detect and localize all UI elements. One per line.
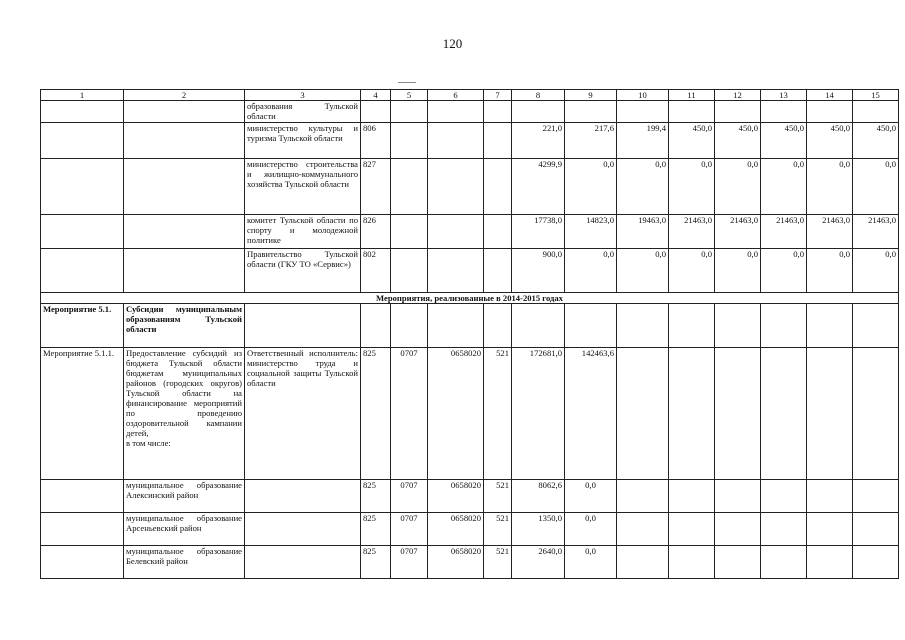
- measure-title: Субсидии муниципальным образованиям Тульской области: [124, 304, 245, 348]
- value-cell: 0,0: [853, 249, 899, 293]
- value-cell: 0,0: [807, 159, 853, 215]
- value-cell: 450,0: [715, 123, 761, 159]
- value-cell: 0,0: [761, 249, 807, 293]
- value-cell: 14823,0: [565, 215, 617, 249]
- value-cell: 0,0: [669, 159, 715, 215]
- table-row: [41, 513, 899, 546]
- table-row: [41, 159, 899, 215]
- table-row: [41, 101, 899, 123]
- value-cell: 0,0: [565, 249, 617, 293]
- district-name: муниципальное образование Алексинский район: [124, 480, 245, 513]
- measure-description-tail: в том числе:: [126, 438, 171, 448]
- value-cell: 172681,0: [512, 348, 565, 480]
- code-cell: 0658020: [428, 513, 484, 546]
- value-cell: 21463,0: [807, 215, 853, 249]
- col-header: 10: [617, 90, 669, 101]
- table-row: [41, 304, 899, 348]
- measure-description: Предоставление субсидий из бюджета Тульской области бюджетам муниципальных районов (городских округов) Тульской области на финансирование мероприятий по проведению оздоровительной кампании детей,: [126, 348, 242, 438]
- code-cell: 827: [361, 159, 391, 215]
- table-row: [41, 546, 899, 579]
- col-header: 13: [761, 90, 807, 101]
- code-cell: 521: [484, 348, 512, 480]
- value-cell: 2640,0: [512, 546, 565, 579]
- page-number: 120: [442, 36, 463, 51]
- col-header: 1: [41, 90, 124, 101]
- code-cell: 806: [361, 123, 391, 159]
- value-cell: 0,0: [807, 249, 853, 293]
- col-header: 9: [565, 90, 617, 101]
- value-cell: 21463,0: [853, 215, 899, 249]
- code-cell: 825: [361, 480, 391, 513]
- value-cell: 0,0: [761, 159, 807, 215]
- value-cell: 900,0: [512, 249, 565, 293]
- table-row: [41, 123, 899, 159]
- district-name: муниципальное образование Белевский район: [124, 546, 245, 579]
- col-header: 4: [361, 90, 391, 101]
- table-row: [41, 348, 899, 480]
- col-header: 14: [807, 90, 853, 101]
- value-cell: 0,0: [565, 546, 617, 579]
- code-cell: 826: [361, 215, 391, 249]
- district-name: муниципальное образование Арсеньевский район: [124, 513, 245, 546]
- measure-id: Мероприятие 5.1.: [41, 304, 124, 348]
- value-cell: 0,0: [715, 249, 761, 293]
- col-header: 12: [715, 90, 761, 101]
- table-row: [41, 249, 899, 293]
- code-cell: 825: [361, 348, 391, 480]
- executor-cell: Правительство Тульской области (ГКУ ТО «Сервис»): [245, 249, 361, 293]
- column-number-row: [41, 90, 899, 101]
- executor-cell: образования Тульской области: [245, 101, 361, 123]
- code-cell: 825: [361, 546, 391, 579]
- col-header: 3: [245, 90, 361, 101]
- executor-cell: Ответственный исполнитель: министерство труда и социальной защиты Тульской области: [245, 348, 361, 480]
- code-cell: 0707: [391, 546, 428, 579]
- value-cell: 0,0: [617, 249, 669, 293]
- value-cell: 0,0: [617, 159, 669, 215]
- value-cell: 217,6: [565, 123, 617, 159]
- code-cell: 0658020: [428, 348, 484, 480]
- executor-cell: комитет Тульской области по спорту и молодежной политике: [245, 215, 361, 249]
- budget-table: [40, 89, 899, 579]
- value-cell: 450,0: [807, 123, 853, 159]
- value-cell: 0,0: [565, 480, 617, 513]
- value-cell: 450,0: [669, 123, 715, 159]
- col-header: 7: [484, 90, 512, 101]
- code-cell: 825: [361, 513, 391, 546]
- value-cell: 0,0: [853, 159, 899, 215]
- value-cell: 450,0: [853, 123, 899, 159]
- code-cell: 0707: [391, 513, 428, 546]
- col-header: 6: [428, 90, 484, 101]
- value-cell: 221,0: [512, 123, 565, 159]
- value-cell: 17738,0: [512, 215, 565, 249]
- measure-description-cell: [124, 348, 245, 480]
- value-cell: 142463,6: [565, 348, 617, 480]
- code-cell: 521: [484, 513, 512, 546]
- code-cell: 0658020: [428, 546, 484, 579]
- section-row: [41, 293, 899, 304]
- executor-cell: министерство культуры и туризма Тульской области: [245, 123, 361, 159]
- page-divider: [398, 82, 416, 83]
- value-cell: 8062,6: [512, 480, 565, 513]
- table-row: [41, 215, 899, 249]
- measure-id: Мероприятие 5.1.1.: [41, 348, 124, 480]
- value-cell: 450,0: [761, 123, 807, 159]
- value-cell: 0,0: [669, 249, 715, 293]
- code-cell: 521: [484, 546, 512, 579]
- col-header: 2: [124, 90, 245, 101]
- col-header: 11: [669, 90, 715, 101]
- value-cell: 21463,0: [715, 215, 761, 249]
- value-cell: 0,0: [565, 513, 617, 546]
- col-header: 8: [512, 90, 565, 101]
- value-cell: 1350,0: [512, 513, 565, 546]
- value-cell: 0,0: [715, 159, 761, 215]
- code-cell: 0707: [391, 348, 428, 480]
- col-header: 5: [391, 90, 428, 101]
- executor-cell: министерство строительства и жилищно-коммунального хозяйства Тульской области: [245, 159, 361, 215]
- code-cell: 802: [361, 249, 391, 293]
- value-cell: 19463,0: [617, 215, 669, 249]
- value-cell: 4299,9: [512, 159, 565, 215]
- value-cell: 199,4: [617, 123, 669, 159]
- col-header: 15: [853, 90, 899, 101]
- section-title: Мероприятия, реализованные в 2014-2015 годах: [41, 293, 899, 304]
- code-cell: 0707: [391, 480, 428, 513]
- value-cell: 0,0: [565, 159, 617, 215]
- code-cell: 0658020: [428, 480, 484, 513]
- value-cell: 21463,0: [669, 215, 715, 249]
- table-row: [41, 480, 899, 513]
- value-cell: 21463,0: [761, 215, 807, 249]
- code-cell: 521: [484, 480, 512, 513]
